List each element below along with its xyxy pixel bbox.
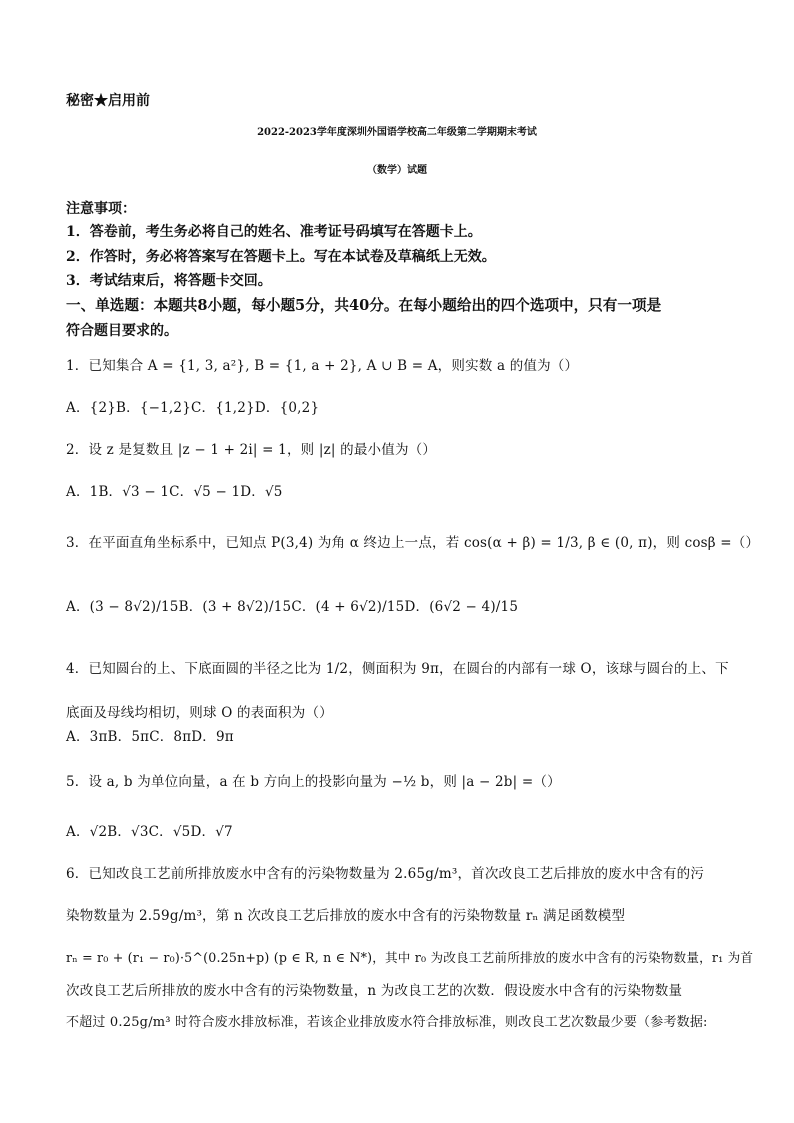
confidential-label: 秘密★启用前	[66, 93, 150, 109]
question-6-line: 6．已知改良工艺前所排放废水中含有的污染物数量为 2.65g/m³，首次改良工艺后排放的废水中含有的污	[66, 866, 705, 882]
exam-title: 2022-2023学年度深圳外国语学校高二年级第二学期期末考试	[257, 127, 537, 138]
note-item: 3．考试结束后，将答题卡交回。	[66, 273, 272, 289]
question-3-stem: 3．在平面直角坐标系中，已知点 P(3,4) 为角 α 终边上一点，若 cos(α + β) = 1/3, β ∈ (0, π)，则 cosβ =（）	[66, 535, 760, 551]
question-1-options: A．{2}B．{−1,2}C．{1,2}D．{0,2}	[66, 400, 320, 416]
question-5-stem: 5．设 a, b 为单位向量，a 在 b 方向上的投影向量为 −½ b，则 |a − 2b| =（）	[66, 774, 561, 790]
question-6-line: rₙ = r₀ + (r₁ − r₀)·5^(0.25n+p) (p ∈ R, n ∈ N*)，其中 r₀ 为改良工艺前所排放的废水中含有的污染物数量，r₁ 为首	[66, 950, 754, 965]
note-item: 2．作答时，务必将答案写在答题卡上。写在本试卷及草稿纸上无效。	[66, 249, 496, 265]
question-3-options: A．(3 − 8√2)/15B．(3 + 8√2)/15C．(4 + 6√2)/15D．(6√2 − 4)/15	[66, 599, 519, 615]
question-4-stem-cont: 底面及母线均相切，则球 O 的表面积为（）	[66, 705, 333, 721]
section-heading-cont: 符合题目要求的。	[66, 323, 178, 339]
question-6-line: 染物数量为 2.59g/m³，第 n 次改良工艺后排放的废水中含有的污染物数量 rₙ 满足函数模型	[66, 908, 626, 924]
question-2-options: A．1B．√3 − 1C．√5 − 1D．√5	[66, 484, 283, 500]
note-item: 1．答卷前，考生务必将自己的姓名、准考证号码填写在答题卡上。	[66, 224, 482, 240]
question-2-stem: 2．设 z 是复数且 |z − 1 + 2i| = 1，则 |z| 的最小值为（）	[66, 442, 437, 458]
question-1-stem: 1．已知集合 A = {1, 3, a²}, B = {1, a + 2}, A ∪ B = A，则实数 a 的值为（）	[66, 358, 579, 374]
question-4-options: A．3πB．5πC．8πD．9π	[66, 729, 234, 745]
question-4-stem: 4．已知圆台的上、下底面圆的半径之比为 1/2，侧面积为 9π，在圆台的内部有一球 O，该球与圆台的上、下	[66, 661, 729, 677]
question-6-line: 不超过 0.25g/m³ 时符合废水排放标准，若该企业排放废水符合排放标准，则改良工艺次数最少要（参考数据:	[66, 1015, 708, 1030]
exam-subtitle: （数学）试题	[367, 165, 427, 176]
question-6-line: 次改良工艺后所排放的废水中含有的污染物数量，n 为改良工艺的次数．假设废水中含有的污染物数量	[66, 983, 683, 999]
question-5-options: A．√2B．√3C．√5D．√7	[66, 824, 233, 840]
notes-heading: 注意事项：	[66, 201, 136, 217]
section-heading: 一、单选题：本题共8小题，每小题5分，共40分。在每小题给出的四个选项中，只有一项是	[66, 297, 662, 314]
